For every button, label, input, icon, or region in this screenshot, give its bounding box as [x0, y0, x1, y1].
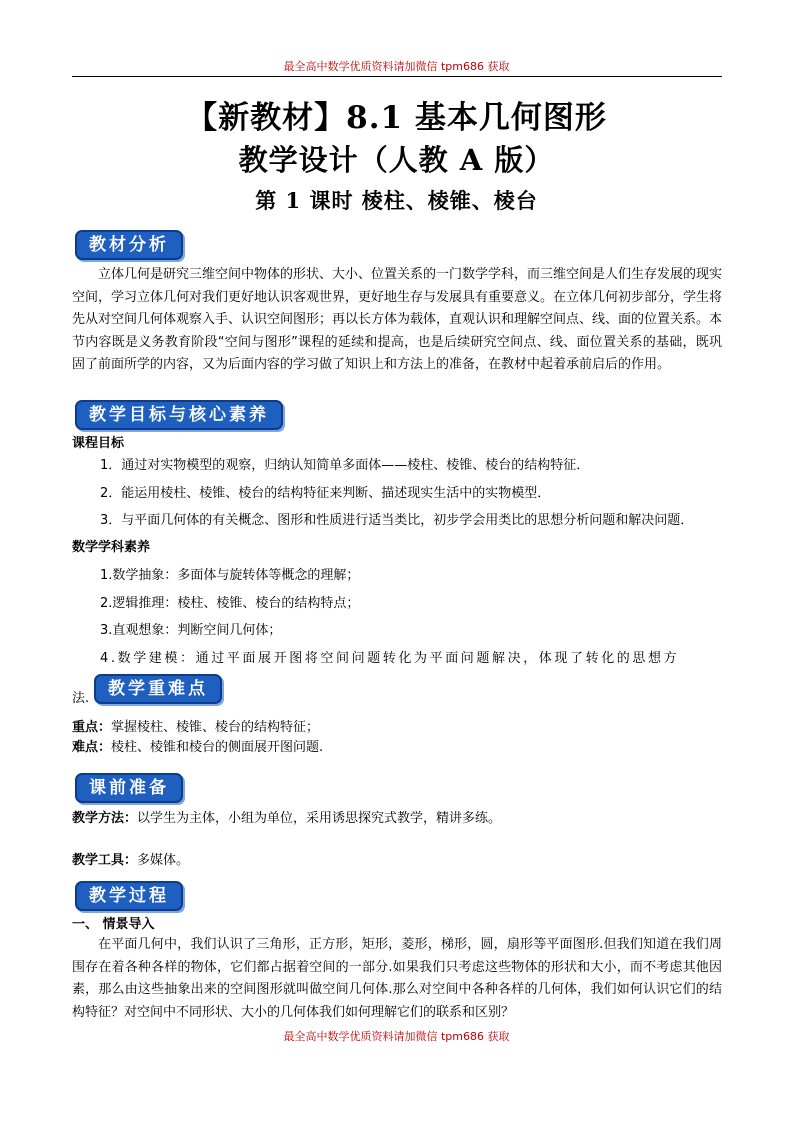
- teaching-tools-line: [72, 851, 189, 871]
- document-subtitle: 教学设计（人教 A 版）: [238, 143, 555, 177]
- key-point-text: 掌握棱柱、棱锥、棱台的结构特征；: [111, 720, 320, 735]
- step1-title: 一、 情景导入: [72, 917, 155, 932]
- lesson-title: 第 1 课时 棱柱、棱锥、棱台: [255, 188, 538, 213]
- literacy-item: 4.数学建模：通过平面展开图将空间问题转化为平面问题解决，体现了转化的思想方: [100, 651, 680, 666]
- document-title: 【新教材】8.1 基本几何图形: [186, 100, 607, 136]
- course-goal-item: 3．与平面几何体的有关概念、图形和性质进行适当类比，初步学会用类比的思想分析问题和解决问题．: [100, 513, 694, 528]
- key-point-line: [72, 718, 319, 738]
- analysis-paragraph: 立体几何是研究三维空间中物体的形状、大小、位置关系的一门数学学科，而三维空间是人们生存发展的现实空间，学习立体几何对我们更好地认识客观世界，更好地生存与发展具有重要意义。在立体几何初步部分，学生将先从对空间几何体观察入手、认识空间图形；再以长方体为载体，直观认识和理解空间点、线、面的位置关系。本节内容既是义务教育阶段“空间与图形”课程的延续和提高，也是后续研究空间点、线、面位置关系的基础，既巩固了前面所学的内容，又为后面内容的学习做了知识上和方法上的准备，在教材中起着承前启后的作用。: [72, 267, 723, 372]
- literacy-item: 2.逻辑推理：棱柱、棱锥、棱台的结构特点；: [100, 596, 360, 611]
- literacy-item: 1.数学抽象：多面体与旋转体等概念的理解；: [100, 568, 360, 583]
- header-watermark-note: 最全高中数学优质资料请加微信 tpm686 获取: [283, 60, 510, 73]
- key-point-label: 重点：: [72, 720, 112, 735]
- section-badge-key-points: 教学重难点: [94, 674, 222, 704]
- difficulty-text: 棱柱、棱锥和棱台的侧面展开图问题.: [111, 740, 324, 755]
- literacy-title: 数学学科素养: [72, 540, 151, 555]
- section-badge-analysis: 教材分析: [75, 230, 183, 260]
- literacy-item: 3.直观想象：判断空间几何体；: [100, 623, 282, 638]
- process-paragraph: 在平面几何中，我们认识了三角形，正方形，矩形，菱形，梯形，圆，扇形等平面图形.但我们知道在我们周围存在着各种各样的物体，它们都占据着空间的一部分.如果我们只考虑这些物体的形状和大小，而不考虑其他因素，那么由这些抽象出来的空间图形就叫做空间几何体.那么对空间中各种各样的几何体，我们如何认识它们的结构特征？对空间中不同形状、大小的几何体我们如何理解它们的联系和区别？: [72, 937, 722, 1020]
- teaching-method-label: 教学方法：: [72, 811, 138, 826]
- course-goal-item: 2．能运用棱柱、棱锥、棱台的结构特征来判断、描述现实生活中的实物模型．: [100, 486, 551, 501]
- teaching-method-text: 以学生为主体，小组为单位，采用诱思探究式教学，精讲多练。: [137, 811, 502, 826]
- footer-watermark-note: 最全高中数学优质资料请加微信 tpm686 获取: [283, 1030, 510, 1043]
- course-goal-item: 1．通过对实物模型的观察，归纳认知简单多面体——棱柱、棱锥、棱台的结构特征．: [100, 458, 590, 473]
- literacy-item-tail: 法.: [72, 691, 90, 706]
- teaching-tools-label: 教学工具：: [72, 853, 138, 868]
- section-badge-process: 教学过程: [75, 881, 183, 911]
- section-badge-prep: 课前准备: [75, 773, 183, 803]
- section-badge-goals: 教学目标与核心素养: [75, 400, 283, 430]
- difficulty-line: [72, 738, 323, 758]
- header-rule: [72, 76, 722, 77]
- teaching-method-line: [72, 809, 501, 829]
- difficulty-label: 难点：: [72, 740, 112, 755]
- teaching-tools-text: 多媒体。: [137, 853, 190, 868]
- course-goals-title: 课程目标: [72, 436, 125, 451]
